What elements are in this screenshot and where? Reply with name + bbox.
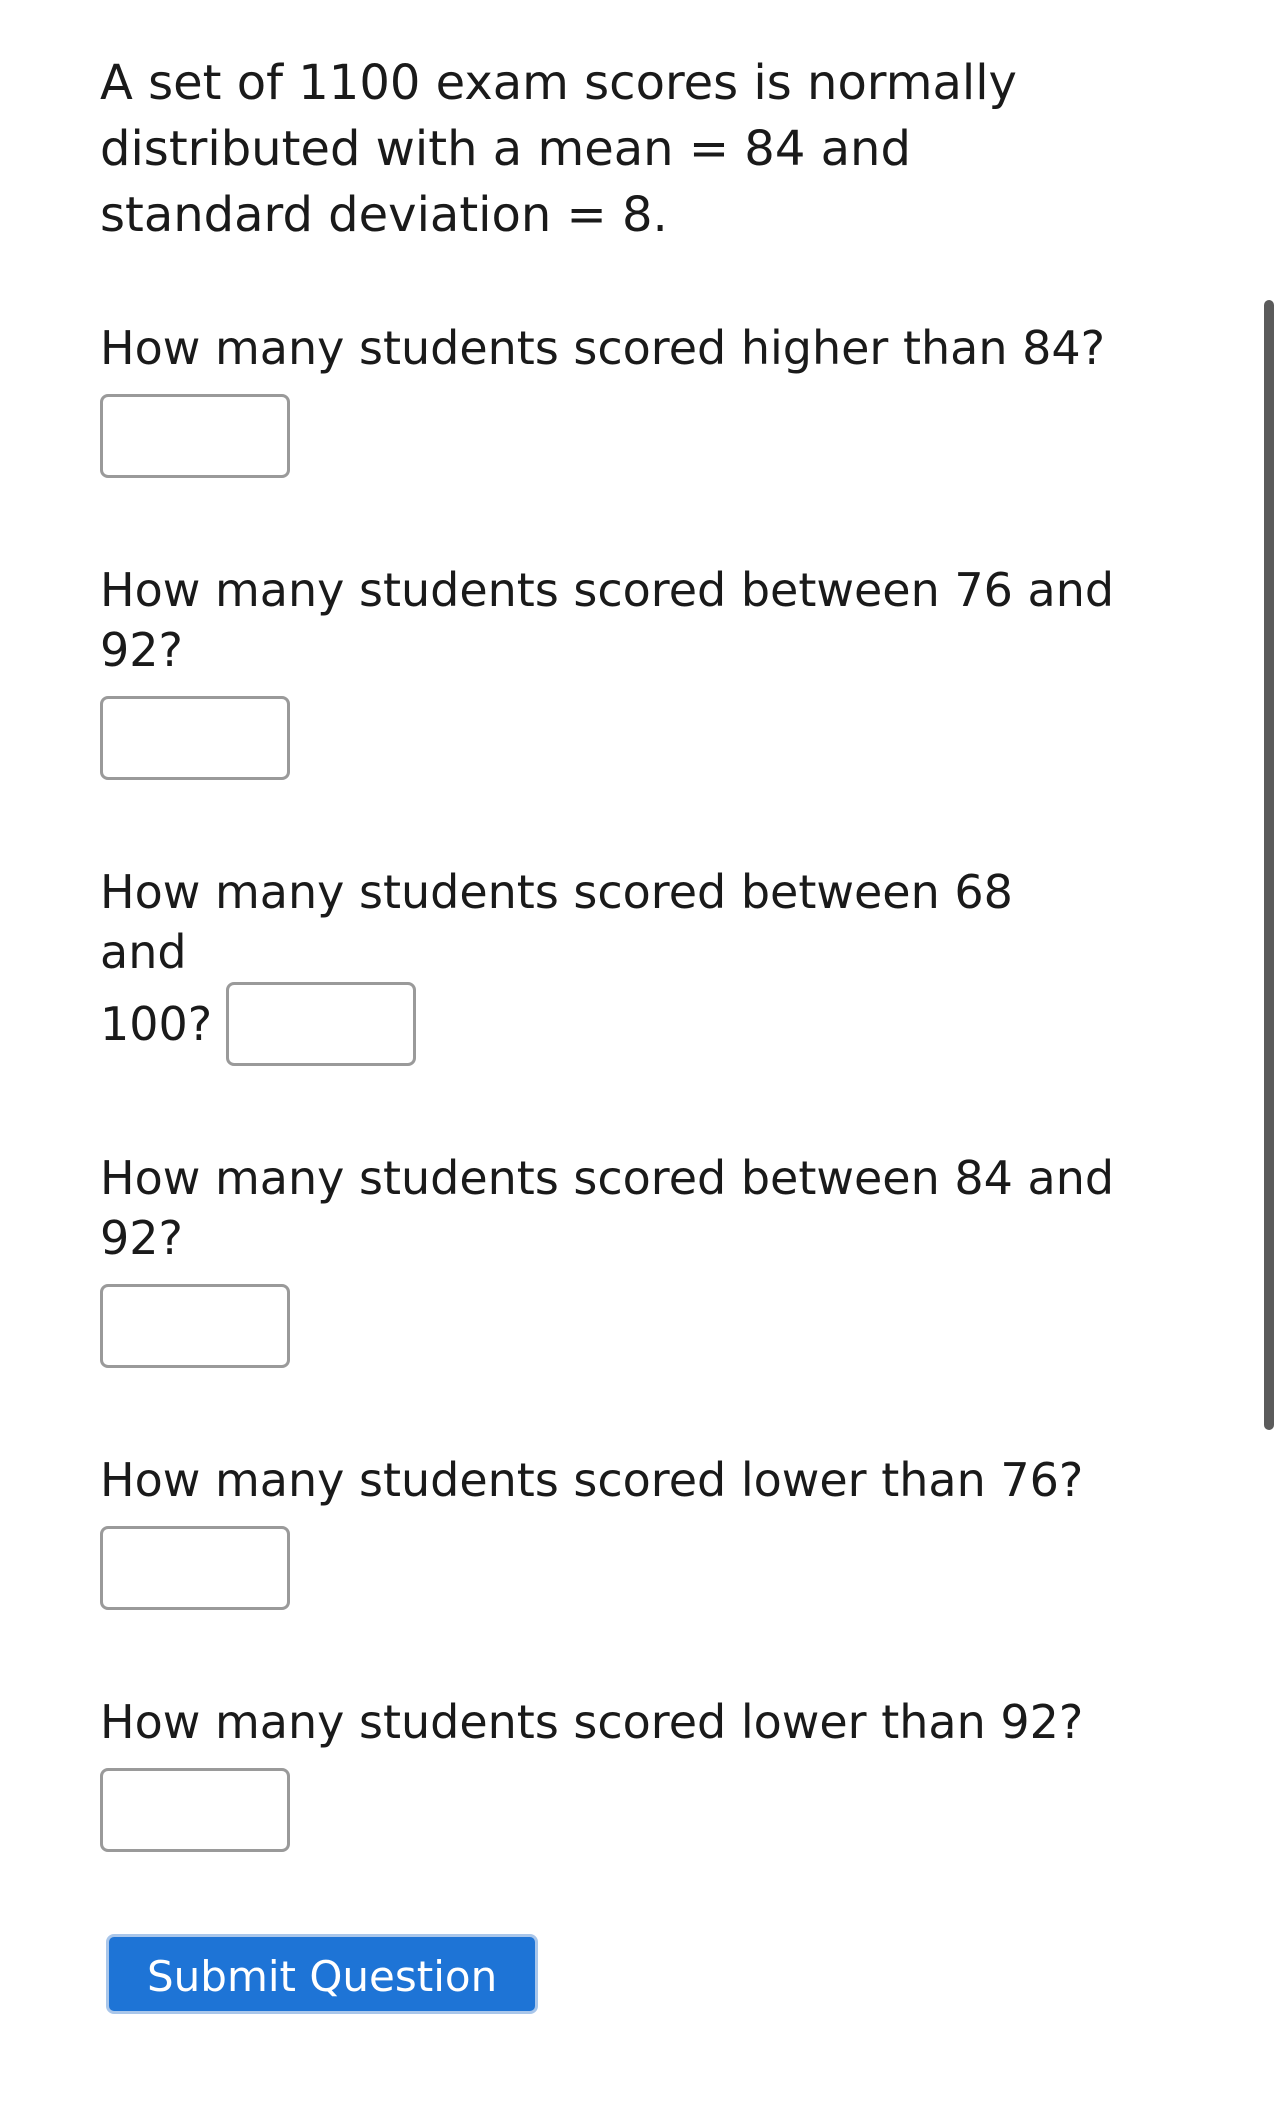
vertical-scrollbar[interactable]	[1264, 300, 1274, 1430]
question-3-text: How many students scored between 68 and	[100, 865, 1013, 979]
question-3-text-tail: 100?	[100, 997, 213, 1051]
answer-input-3[interactable]	[226, 982, 416, 1066]
problem-statement: A set of 1100 exam scores is normally distributed with a mean = 84 and standard deviation = 8.	[100, 55, 1017, 243]
question-2	[100, 560, 1200, 780]
question-3	[100, 862, 1200, 1066]
question-6-text: How many students scored lower than 92?	[100, 1695, 1084, 1749]
answer-input-2[interactable]	[100, 696, 290, 780]
question-4	[100, 1148, 1200, 1368]
question-4-text: How many students scored between 84 and 92?	[100, 1151, 1115, 1265]
answer-input-5[interactable]	[100, 1526, 290, 1610]
answer-input-4[interactable]	[100, 1284, 290, 1368]
question-5	[100, 1450, 1200, 1610]
question-1-text: How many students scored higher than 84?	[100, 321, 1106, 375]
question-1	[100, 318, 1200, 478]
question-2-text: How many students scored between 76 and 92?	[100, 563, 1115, 677]
question-5-text: How many students scored lower than 76?	[100, 1453, 1084, 1507]
answer-input-6[interactable]	[100, 1768, 290, 1852]
submit-question-button[interactable]: Submit Question	[106, 1934, 538, 2014]
question-content	[100, 50, 1200, 2014]
answer-input-1[interactable]	[100, 394, 290, 478]
question-6	[100, 1692, 1200, 1852]
question-3-line2	[100, 982, 1200, 1066]
